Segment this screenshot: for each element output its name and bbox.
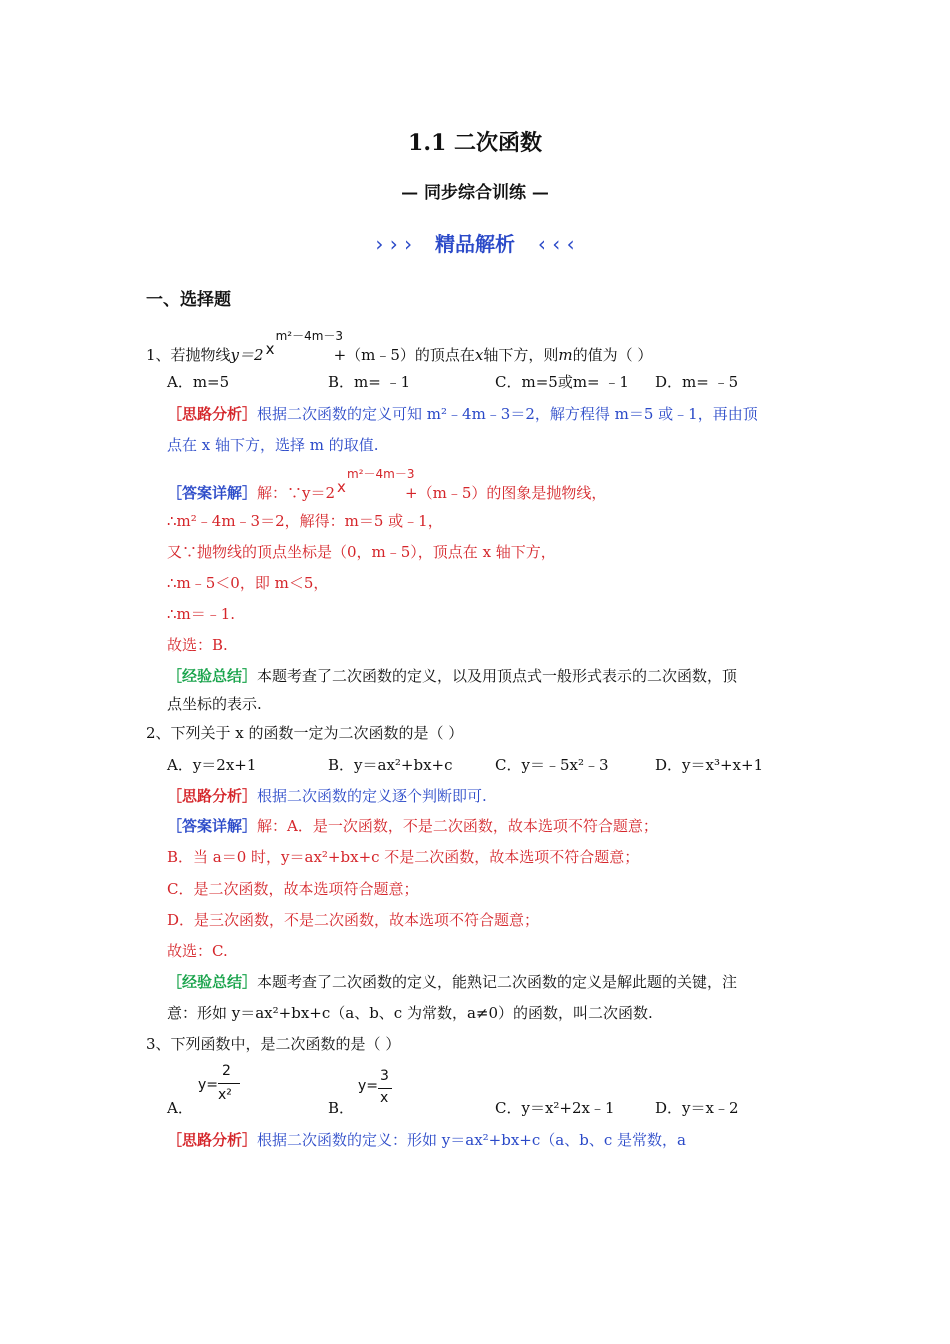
q3-analysis-tag: ［思路分析］ — [167, 1131, 258, 1149]
q3-option-a-fraction — [198, 1063, 248, 1117]
banner-right-chevrons: ‹ ‹ ‹ — [537, 232, 575, 256]
q3-analysis — [167, 1129, 686, 1150]
q1-analysis-line2: 点在 x 轴下方，选择 m 的取值. — [167, 436, 379, 454]
q1-summary-line1: 本题考查了二次函数的定义，以及用顶点式一般形式表示的二次函数，顶 — [257, 667, 738, 685]
q1-answer-power-base: x — [337, 478, 346, 496]
q1-summary-line2: 点坐标的表示. — [167, 695, 262, 713]
q2-option-c: C．y＝﹣5x²﹣3 — [495, 756, 609, 774]
q2-analysis-line1: 根据二次函数的定义逐个判断即可. — [257, 787, 487, 805]
q2-answer — [167, 815, 658, 836]
q1-stem — [146, 329, 653, 365]
q3-option-b-lhs: y= — [358, 1078, 379, 1094]
q1-answer-line5: ∴m＝﹣1. — [167, 605, 236, 623]
q1-power-exponent: m²－4m－3 — [275, 329, 344, 343]
q2-answer-line2: B．当 a＝0 时，y＝ax²+bx+c 不是二次函数，故本选项不符合题意； — [167, 848, 640, 866]
q3-option-a-denominator: x² — [218, 1087, 232, 1103]
q1-option-d: D．m= ﹣5 — [655, 373, 739, 391]
q1-analysis — [167, 403, 758, 424]
q2-answer-line4: D．是三次函数，不是二次函数，故本选项不符合题意； — [167, 911, 540, 929]
q1-option-a: A．m=5 — [167, 373, 230, 391]
q2-answer-line5: 故选：C. — [167, 942, 228, 960]
q2-analysis — [167, 785, 487, 806]
q1-option-b: B．m= ﹣1 — [328, 373, 411, 391]
q2-summary-line2: 意：形如 y＝ax²+bx+c（a、b、c 为常数，a≠0）的函数，叫二次函数. — [167, 1004, 653, 1022]
q2-option-b: B．y＝ax²+bx+c — [328, 756, 453, 774]
q1-stem-x: x — [474, 346, 484, 364]
section-heading: 一、选择题 — [146, 290, 231, 310]
q1-power-base: x — [265, 340, 275, 358]
q3-stem: 3、下列函数中，是二次函数的是（ ） — [146, 1035, 401, 1053]
q3-option-a-lhs: y= — [198, 1077, 219, 1093]
q2-summary — [167, 971, 737, 992]
banner-text: 精品解析 — [435, 232, 515, 256]
q3-option-d: D．y＝x﹣2 — [655, 1099, 739, 1117]
q2-answer-tag: ［答案详解］ — [167, 817, 258, 835]
q2-option-d: D．y＝x³+x+1 — [655, 756, 764, 774]
q1-summary — [167, 665, 737, 686]
q1-answer-line2: ∴m²﹣4m﹣3＝2，解得：m＝5 或﹣1， — [167, 512, 443, 530]
q1-analysis-line1: 根据二次函数的定义可知 m²﹣4m﹣3＝2，解方程得 m＝5 或﹣1，再由顶 — [257, 405, 758, 423]
q1-answer-line1b: +（m﹣5）的图象是抛物线， — [405, 484, 607, 502]
q2-summary-tag: ［经验总结］ — [167, 973, 258, 991]
q3-option-b-bar — [378, 1088, 392, 1089]
q1-stem-text: 1、若抛物线 — [146, 346, 231, 364]
q2-option-a: A．y＝2x+1 — [167, 756, 257, 774]
q1-stem-y: y＝2 — [230, 346, 264, 364]
banner — [0, 228, 950, 257]
q2-analysis-tag: ［思路分析］ — [167, 787, 258, 805]
q1-power-expression — [264, 329, 344, 360]
q1-answer-line4: ∴m﹣5＜0，即 m＜5， — [167, 574, 329, 592]
q3-option-b-denominator: x — [380, 1090, 389, 1106]
q1-analysis-tag: ［思路分析］ — [167, 405, 258, 423]
q1-answer-power-expression — [335, 467, 415, 498]
q3-option-b-numerator: 3 — [380, 1068, 389, 1084]
q3-option-a-numerator: 2 — [222, 1063, 231, 1079]
q3-option-b-label: B． — [328, 1099, 355, 1117]
q3-option-c: C．y＝x²+2x﹣1 — [495, 1099, 615, 1117]
q2-summary-line1: 本题考查了二次函数的定义，能熟记二次函数的定义是解此题的关键，注 — [257, 973, 738, 991]
q3-option-a-bar — [218, 1083, 240, 1084]
q1-stem-m: m — [558, 346, 573, 364]
q3-option-a-label: A． — [167, 1099, 193, 1117]
q1-answer-tag: ［答案详解］ — [167, 484, 258, 502]
q1-answer-line1a: 解：∵y＝2 — [257, 484, 336, 502]
q2-stem: 2、下列关于 x 的函数一定为二次函数的是（ ） — [146, 724, 464, 742]
q1-answer-line6: 故选：B. — [167, 636, 228, 654]
q3-option-b-fraction — [358, 1068, 398, 1116]
page-subtitle: — 同步综合训练 — — [401, 183, 549, 203]
q1-stem-text-c: 轴下方，则 — [483, 346, 559, 364]
q2-answer-line1: 解：A．是一次函数，不是二次函数，故本选项不符合题意； — [257, 817, 658, 835]
banner-left-chevrons: › › › — [375, 232, 413, 256]
q1-answer-line3: 又∵抛物线的顶点坐标是（0，m﹣5），顶点在 x 轴下方， — [167, 543, 556, 561]
q1-option-c: C．m=5或m= ﹣1 — [495, 373, 629, 391]
q1-stem-text-d: 的值为（ ） — [572, 346, 653, 364]
q3-analysis-line1: 根据二次函数的定义：形如 y＝ax²+bx+c（a、b、c 是常数，a — [257, 1131, 686, 1149]
q2-answer-line3: C．是二次函数，故本选项符合题意； — [167, 880, 419, 898]
page-title: 1.1 二次函数 — [408, 130, 542, 156]
q1-summary-tag: ［经验总结］ — [167, 667, 258, 685]
q1-answer-power-exponent: m²－4m－3 — [347, 467, 415, 481]
q1-answer — [167, 467, 607, 503]
q1-stem-text-b: +（m﹣5）的顶点在 — [333, 346, 475, 364]
